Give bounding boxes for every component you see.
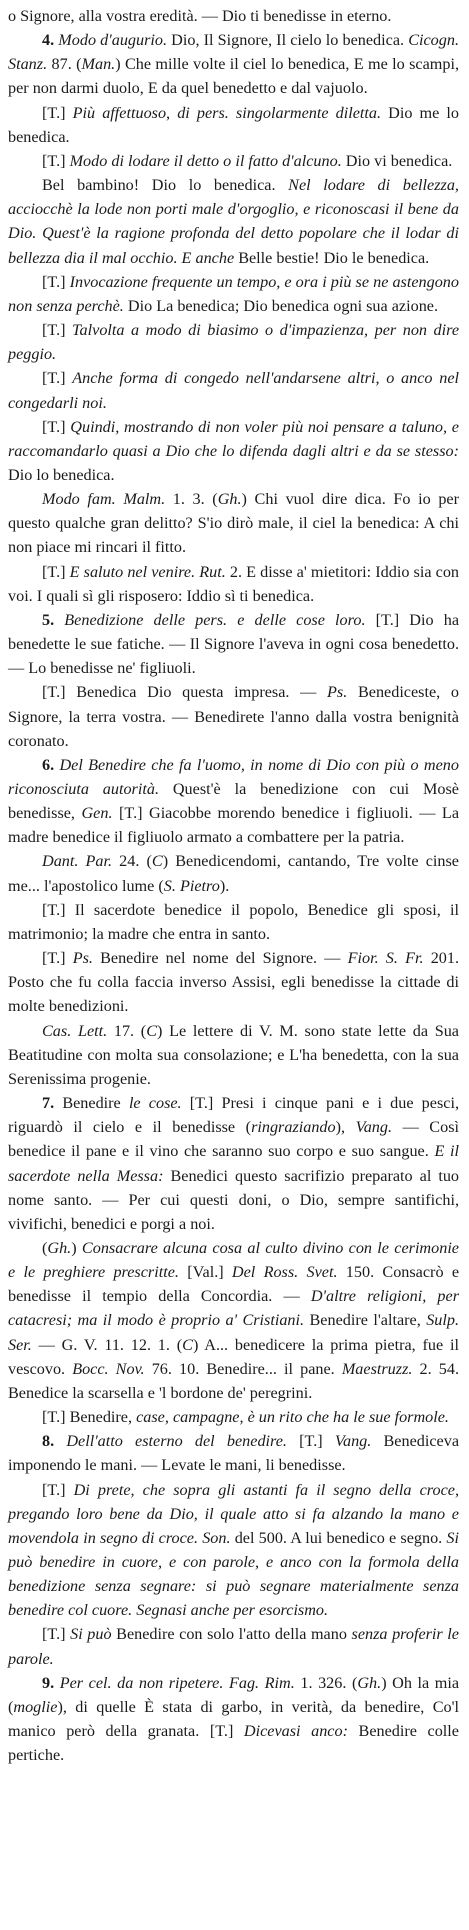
text-run: Benedire colle pertiche. [8,1722,459,1765]
italic-run: Cas. Lett. [42,1021,108,1040]
entry-paragraph [8,1091,459,1236]
text-run: ), di quelle È stata di garbo, in verità, da benedire, Co'l manico però della granata. [T.] [8,1697,459,1741]
entry-paragraph [8,898,459,946]
italic-run: Del Ross. Svet. [231,1263,338,1282]
italic-run: S. Pietro [163,876,220,895]
italic-run: Quindi, mostrando di non voler più noi pensare a taluno, e raccomandarlo quasi a Dio che lo difenda dagli altri e da se stesso: [8,417,459,460]
italic-run: E il sacerdote nella Messa: [8,1142,459,1185]
text-run: [T.] Giacobbe morendo benedice i figliuoli. — La madre benedice il figliuolo armato a combattere per la patria. [8,804,460,847]
italic-run: Dell'atto esterno del benedire. [66,1432,287,1451]
entry-paragraph [8,4,459,28]
entry-paragraph [8,270,459,318]
entry-paragraph [8,608,459,680]
entry-paragraph [8,560,459,608]
text-run: Benedire nel nome del Signore. — [92,949,348,968]
italic-run: Gh. [357,1673,382,1692]
italic-run: case, campagne, è un rito che ha le sue formole. [136,1408,449,1427]
text-run: — G. V. 11. 12. 1. ( [31,1335,183,1354]
text-run: Dio, Il Signore, Il cielo lo benedica. [167,31,409,50]
italic-run: Gen. [81,804,113,823]
entry-paragraph [8,1478,459,1623]
text-run: 17. ( [107,1021,147,1040]
sense-number: 6. [42,755,55,774]
entry-paragraph [8,946,459,1018]
italic-run: Del Benedire che fa l'uomo, in nome di Dio con più o meno riconosciuta autorità. [8,755,459,798]
italic-run: moglie [13,1697,58,1716]
text-run: [T.] [42,321,66,340]
entry-paragraph [8,149,459,173]
text-run: [T.] [42,369,66,388]
text-run: 1. 3. ( [165,490,218,509]
text-run: 201. Posto che fu colla faccia inverso Assisi, egli benedisse la cittade di molte benedizioni. [8,949,460,1016]
text-run: [T.] [42,683,66,702]
italic-run: Per cel. da non ripetere. Fag. Rim. [59,1673,295,1692]
text-run: 24. ( [112,852,152,871]
text-run: ) A... benedicere la prima pietra, fue il vescovo. [8,1335,459,1378]
text-run: [T.] [42,151,66,170]
text-run: Dio vi benedica. [341,151,453,170]
text-run: — Così benedice il pane e il vino che saranno suo corpo e suo sangue. [8,1118,459,1161]
text-run: Dio me lo benedica. [8,103,460,146]
entry-paragraph [8,487,459,559]
italic-run: Modo fam. Malm. [42,490,166,509]
text-run: 2. E disse a' mietitori: Iddio sia con voi. I quali sì gli risposero: Iddio sì ti benedica. [8,562,460,605]
italic-run: Consacrare alcuna cosa al culto divino con le cerimonie e le preghiere prescritte. [8,1238,459,1282]
text-run [66,1481,74,1499]
text-run: Il sacerdote benedice il popolo, Benedice gli sposi, il matrimonio; la madre che entra in santo. [8,900,459,943]
italic-run: Dant. Par. [42,852,113,871]
sense-number: 7. [42,1094,55,1113]
italic-run: Dicevasi anco: [243,1722,348,1741]
italic-run: Vang. [334,1432,372,1451]
italic-run: Anche forma di congedo nell'andarsene altri, o anco nel congedarli noi. [8,369,460,412]
text-run: Benedire l'altare, [304,1311,427,1330]
sense-number: 8. [42,1432,55,1451]
entry-paragraph [8,101,459,149]
entry-paragraph [8,1405,459,1429]
italic-run: Di prete, che sopra gli astanti fa il segno della croce, pregando loro bene da Dio, il quale atto si fa alzando la mano e movendola in segno di croce. Son. [8,1480,460,1547]
sense-number: 9. [42,1673,55,1692]
text-run: [T.] [42,1408,66,1427]
text-run: Quest'è la benedizione con cui Mosè benedisse, [8,780,459,823]
text-run [54,1432,66,1450]
italic-run: senza proferir le parole. [8,1625,459,1668]
italic-run: Si può benedire in cuore, e con parole, e anco con la formola della benedizione senza segnare: si può segnare materialmente senza benedire col cuore. Segnasi anche per esorcismo. [8,1528,459,1620]
italic-run: Invocazione frequente un tempo, e ora i più se ne astengono non senza perchè. [8,272,459,315]
text-run: ) Che mille volte il ciel lo benedica, E me lo scampi, per non darmi duolo, E da quel benedetto e dal vajuolo. [8,55,459,98]
text-run: ) Le lettere di V. M. sono state lette da Sua Beatitudine con molta sua consolazione; e L'ha benedetta, con la sua Serenissima progenie. [8,1021,459,1088]
italic-run: Man. [81,55,116,74]
italic-run: Maestruzz. [341,1359,413,1378]
italic-run: Gh. [47,1238,72,1257]
entry-paragraph [8,366,459,414]
italic-run: Si può [70,1625,112,1644]
text-run: ( [42,1238,48,1257]
italic-run: Ps. [72,949,93,968]
text-run: [T.] [42,417,66,436]
entry-paragraph [8,415,459,487]
text-run: [T.] Presi i cinque pani e i due pesci, riguardò il cielo e il benedisse ( [8,1094,459,1137]
text-run: Benedici questo sacrifizio preparato al tuo nome santo. — Per cui questi doni, o Dio, sempre santifichi, vivifichi, benedici e porgi a noi. [8,1166,460,1233]
italic-run: Gh. [217,490,242,509]
italic-run: Sulp. Ser. [8,1311,460,1354]
text-run: Benedire, [65,1408,137,1427]
text-run: [T.] [42,1625,66,1644]
text-run: [T.] [42,1480,66,1499]
italic-run: Talvolta a modo di biasimo o d'impazienza, per non dire peggio. [8,321,459,364]
text-run: [T.] [42,900,66,919]
entry-paragraph [8,1429,459,1477]
entry-paragraph [8,1622,459,1670]
italic-run: Ps. [327,683,348,702]
entry-paragraph [8,173,459,270]
text-run: Belle bestie! Dio le benedica. [234,248,430,267]
text-run: Benediceste, o Signore, la terra vostra. — Benedirete l'anno dalla vostra benignità coronato. [8,683,459,750]
text-run: ) [71,1238,82,1257]
text-run: [T.] Dio ha benedette le sue fatiche. — Il Signore l'aveva in ogni cosa benedetto. — Lo benedisse ne' figliuoli. [8,610,460,678]
text-run: o Signore, alla vostra eredità. — Dio ti benedisse in eterno. [8,7,392,25]
italic-run: Fior. S. Fr. [347,949,424,968]
text-run: 76. 10. Benedire... il pane. [144,1359,342,1378]
entry-paragraph [8,753,459,850]
text-run [66,949,73,967]
italic-run: Modo di lodare il detto o il fatto d'alcuno. [69,151,342,170]
italic-run: C [151,852,163,871]
italic-run: C [182,1335,193,1354]
text-run: Benedire [54,1094,129,1113]
italic-run: Più affettuoso, di pers. singolarmente diletta. [72,103,382,122]
text-run: ). [219,876,230,895]
italic-run: Benedizione delle pers. e delle cose loro. [64,610,366,629]
entry-paragraph [8,680,459,752]
italic-run: Modo d'augurio. [58,31,168,50]
text-run [54,611,64,629]
text-run: 2. 54. Benedice la scarsella e 'l bordone de' peregrini. [8,1359,460,1402]
text-run: [T.] [42,103,66,122]
italic-run: Vang. [355,1118,393,1137]
text-run: [T.] [42,272,66,291]
sense-number: 4. [42,31,55,50]
entry-paragraph [8,28,459,100]
text-run: del 500. A lui benedico e segno. [230,1528,447,1547]
text-run: [T.] [42,562,66,581]
text-run: ) Chi vuol dire dica. Fo io per questo qualche gran delitto? S'io dirò male, il ciel la benedica: A chi non piace mi rincari il fitto. [8,490,460,557]
text-run: Benedire con solo l'atto della mano [111,1625,352,1644]
text-run: 1. 326. ( [294,1673,358,1692]
italic-run: ringraziando [251,1118,336,1137]
text-run: ) Oh la mia ( [8,1673,460,1716]
italic-run: D'altre religioni, per catacresi; ma il modo è proprio a' Cristiani. [8,1287,460,1330]
italic-run: le cose. [128,1094,182,1113]
sense-number: 5. [42,610,55,629]
entry-paragraph [8,1671,459,1768]
entry-paragraph [8,849,459,897]
text-run: Bel bambino! Dio lo benedica. [42,176,289,195]
text-run: Dio lo benedica. [8,465,115,484]
text-run: Dio La benedica; Dio benedica ogni sua azione. [123,296,439,315]
entry-paragraph [8,1019,459,1091]
text-run: Benedica Dio questa impresa. — [65,683,328,702]
italic-run: Nel lodare di bellezza, acciocchè la lode non porti male d'orgoglio, e riconoscasi il bene da Dio. Quest'è la ragione profonda del detto popolare che il lodar di bellezza dia il mal occhio. E anche [8,176,459,267]
italic-run: E saluto nel venire. Rut. [69,562,226,581]
italic-run: Cicogn. Stanz. [8,31,460,74]
entry-paragraph [8,1236,459,1405]
italic-run: Bocc. Nov. [72,1359,145,1378]
text-run: Benediceva imponendo le mani. — Levate le mani, li benedisse. [8,1432,460,1475]
entry-paragraph [8,318,459,366]
text-run: [T.] [42,949,66,968]
text-run: 150. Consacrò e benedisse il tempio della Concordia. — [8,1263,459,1306]
text-run: [Val.] [178,1263,232,1282]
text-run: 87. ( [47,55,82,74]
text-run [66,104,73,122]
text-run: ), [335,1118,356,1137]
text-run: [T.] [286,1432,335,1451]
text-run: ) Benedicendomi, cantando, Tre volte cinse me... l'apostolico lume ( [8,852,459,895]
italic-run: C [146,1021,158,1040]
